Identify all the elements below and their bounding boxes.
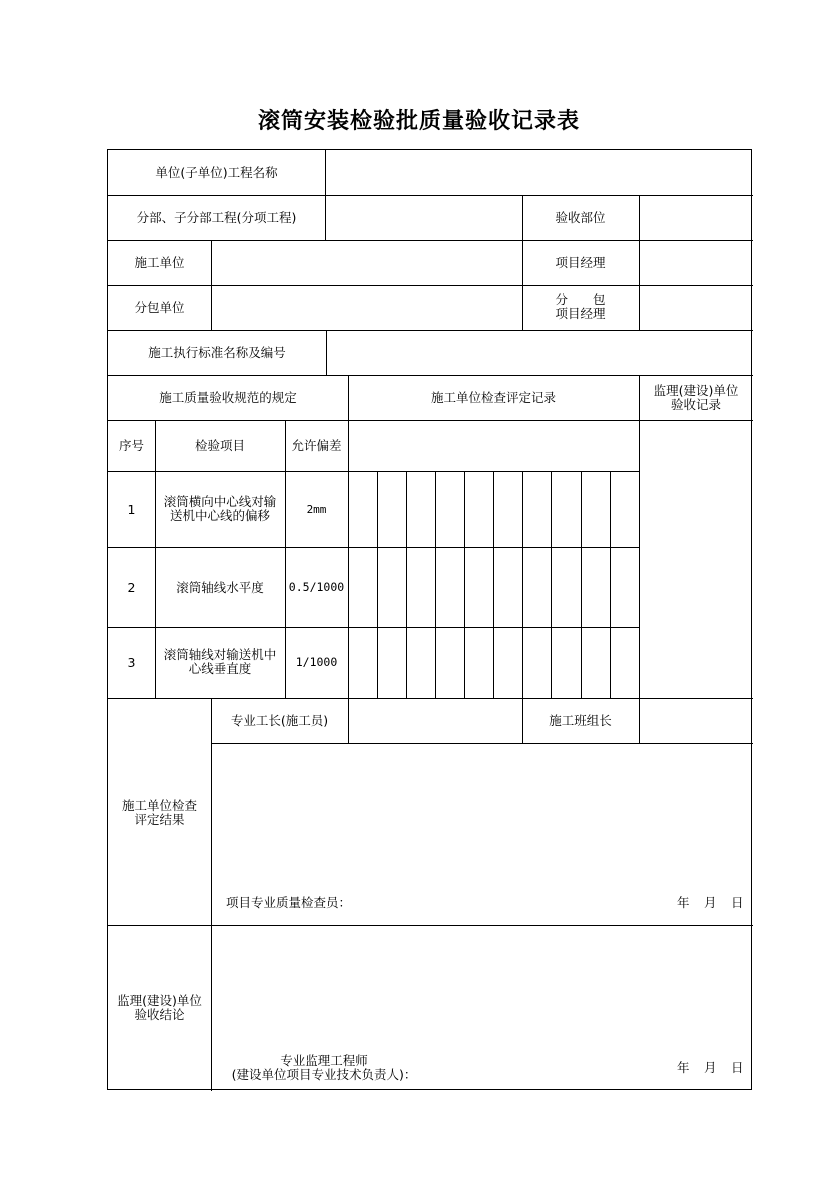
no-column-header: 序号 [118,438,144,453]
row-3-item-line2: 心线垂直度 [188,661,252,676]
result-date-day: 日 [731,895,744,910]
page-title: 滚筒安装检验批质量验收记录表 [257,109,580,134]
supervision-header-line2: 验收记录 [670,397,721,412]
row-2-item: 滚筒轴线水平度 [176,579,264,595]
team-leader-label: 施工班组长 [549,713,612,728]
conclusion-date-year: 年 [677,1060,690,1075]
acceptance-part-label: 验收部位 [555,210,606,225]
construction-unit-label: 施工单位 [134,255,185,270]
acceptance-part-field[interactable] [640,195,753,240]
result-label-line2: 评定结果 [134,812,185,827]
result-label-line1: 施工单位检查 [121,798,197,813]
row-3-no: 3 [127,655,136,670]
row-1-item-line1: 滚筒横向中心线对输 [163,494,277,509]
project-name-label: 单位(子单位)工程名称 [155,165,278,180]
subcontract-manager-field[interactable] [640,285,753,330]
row-2-no: 2 [127,579,136,595]
team-leader-field[interactable] [640,698,753,743]
row-1-no: 1 [127,501,136,517]
inspector-label: 项目专业质量检查员： [226,895,352,910]
construction-unit-field[interactable] [212,240,522,285]
item-column-header: 检验项目 [194,438,245,453]
project-manager-field[interactable] [640,240,753,285]
subcontract-unit-label: 分包单位 [134,300,185,315]
row-1-item-line2: 送机中心线的偏移 [169,508,270,523]
row-3-item-line1: 滚筒轴线对输送机中 [163,647,277,662]
conclusion-date-day: 日 [731,1060,744,1075]
engineer-label-line1: 专业监理工程师 [280,1053,368,1068]
row-3-tolerance: 1/1000 [295,655,338,669]
engineer-label-line2: (建设单位项目专业技术负责人)： [231,1067,417,1082]
project-manager-label: 项目经理 [555,255,606,270]
subcontract-manager-label-line1: 分 包 [555,292,606,307]
standard-field[interactable] [327,330,753,375]
subcontract-manager-label-line2: 项目经理 [555,306,606,321]
subcontract-unit-field[interactable] [212,285,522,330]
row-1-tolerance: 2mm [306,502,327,516]
conclusion-label-line2: 验收结论 [134,1007,185,1022]
row-2-tolerance: 0.5/1000 [288,579,345,594]
subdivision-field[interactable] [326,195,522,240]
spec-header: 施工质量验收规范的规定 [159,390,297,405]
result-date-month: 月 [704,895,717,910]
acceptance-form [107,149,752,1090]
foreman-label: 专业工长(施工员) [230,713,329,728]
tolerance-column-header: 允许偏差 [291,438,342,453]
standard-label: 施工执行标准名称及编号 [148,345,286,360]
conclusion-label-line1: 监理(建设)单位 [117,993,202,1008]
project-name-field[interactable] [326,150,753,195]
result-date-year: 年 [677,895,690,910]
supervision-header-line1: 监理(建设)单位 [653,383,739,398]
foreman-field[interactable] [349,698,522,743]
check-record-header: 施工单位检查评定记录 [430,390,556,405]
conclusion-date-month: 月 [704,1060,717,1075]
subdivision-label: 分部、子分部工程(分项工程) [136,210,297,225]
